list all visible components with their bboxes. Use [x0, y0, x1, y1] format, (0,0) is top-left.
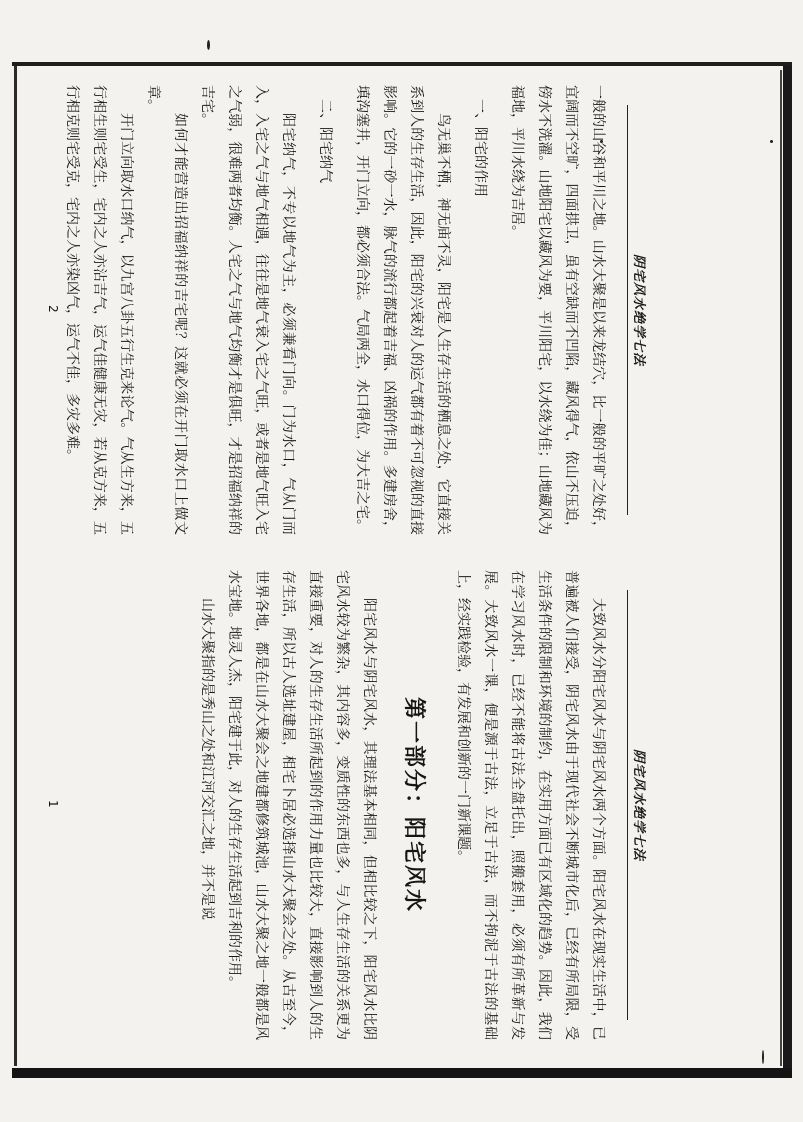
left-page	[40, 560, 650, 1050]
body-paragraph: 阳宅纳气，不专以地气为主，必须兼看门向。门为水口，气从门而入，入宅之气与地气相遇，往往是地气衰入宅之气旺，或者是地气旺入宅之气弱，很难两者均衡。人宅之气与地气均衡才是俱旺，才是招福纳祥的吉宅。	[199, 85, 296, 535]
page-number: 2	[46, 305, 60, 313]
body-paragraph: 山水大聚指的是秀山之处和江河交汇之地，并不是说	[199, 598, 215, 920]
page-number: 1	[46, 800, 60, 808]
running-header: 阴宅风水绝学七法	[631, 253, 646, 366]
scan-speck	[770, 140, 773, 143]
intro-paragraph: 大致风水分阳宅风水与阴宅风水两个方面。阳宅风水在现实生活中，已普遍被人们接受，阴宅风水由于现代社会不断城市化后，已经有所局限，受生活条件的限制和环境的制约，在实用方面已有区域化的趋势。因此，我们在学习风水时，已经不能将古法全盘托出，照搬套用，必须有所革新与发展。大致风水一课，便是源于古法，立足于古法，而不拘泥于古法的基础上，经实践检验，有发展和创新的一门新课题。	[455, 570, 606, 1040]
section-heading: 一、阳宅的作用	[472, 99, 488, 197]
scan-right-edge	[783, 66, 792, 1070]
part-title: 第一部分：阳宅风水	[401, 696, 426, 913]
right-page	[40, 75, 650, 545]
body-paragraph: 一般的山谷和平川之地。山水大聚是以来龙结穴，比一般的平旷之处好，宜阔而不空旷，四面拱卫，虽有空缺而不凹陷，藏风得气，依山不压迫，傍水不洗濯。山地阳宅以藏风为要，平川阳宅，以水绕为佳；山地藏风为福地，平川水绕为吉居。	[509, 85, 606, 535]
running-header: 阴宅风水绝学七法	[631, 748, 646, 861]
body-paragraph: 阳宅风水与阴宅风水，其理法基本相同，但相比较之下，阳宅风水比阴宅风水较为繁杂，其内容多，变质性的东西也多，与人生存生活的关系更为直接重要，对人的生存生活所起到的作用力量也比较大，直接影响到人的生存生活，所以古人选址建屋，相宅卜居必选择山水大聚会之处。从古至今，世界各地，都是在山水大聚会之地建都修筑城池，山水大聚之地一般都是风水宝地。地灵人杰，阳宅建于此，对人的生存生活起到吉利的作用。	[226, 570, 377, 1040]
page-edge-shadow	[780, 70, 782, 1066]
scan-speck	[207, 40, 210, 50]
scan-left-edge	[14, 66, 17, 1066]
body-paragraph: 鸟无巢不栖，神无庙不灵，阳宅是人生存生活的栖息之处，它直接关系到人的生存生活，因此，阳宅的兴衰对人的运气都有着不可忽视的直接影响。它的一砂一水，脉气的流行都起着吉福、凶祸的作用。多建房舍，填沟塞井，开门立向，都必须合法。气局两全，水口得位，为大吉之宅。	[354, 85, 451, 535]
section-heading: 二、阳宅纳气	[317, 99, 333, 183]
scan-speck	[762, 1050, 764, 1064]
body-paragraph: 开门立向取水口纳气，以九宫八卦五行生克来论气。气从生方来，五行相生则宅受生，宅内之人亦沾吉气，运气佳健康无灾，若从克方来，五行相克则宅受克，宅内之人亦染凶气，运气不佳，多灾多难。	[64, 85, 134, 535]
body-paragraph: 如何才能营造出招福纳祥的吉宅呢？这就必须在开门取水口上做文章。	[145, 85, 188, 535]
scan-top-edge	[12, 62, 792, 66]
scan-bottom-edge	[12, 1068, 792, 1078]
